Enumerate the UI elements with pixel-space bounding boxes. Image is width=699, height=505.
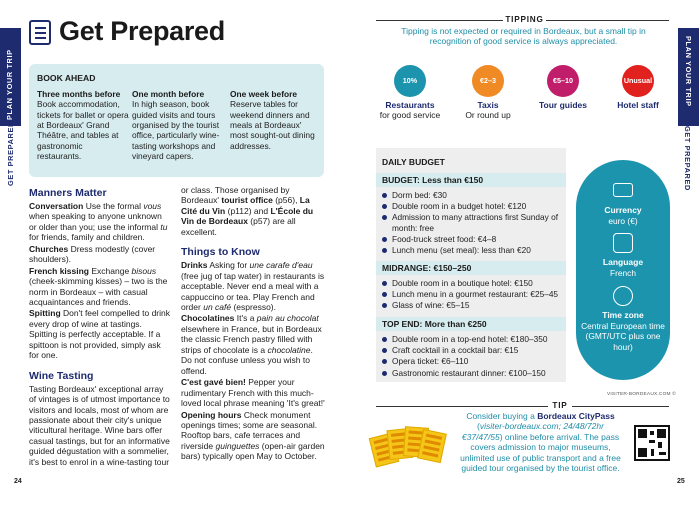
things-hours: Opening hours Check monument openings times; some are seasonal. Rooftop bars, cafe terraces and riverside guinguettes (open-air garden bars) typically open May to October. <box>181 409 325 462</box>
book-ahead-box <box>29 64 324 177</box>
essentials-pill <box>576 160 670 380</box>
plan-your-trip-tab-right <box>678 28 699 126</box>
book-ahead-col <box>132 89 228 161</box>
language-heading: Language <box>602 257 644 267</box>
budget-item: Food-truck street food: €4–8 <box>382 234 562 244</box>
budget-tier: BUDGET: Less than €150 <box>376 173 566 187</box>
plan-your-trip-label-right: PLAN YOUR TRIP <box>684 36 693 107</box>
wine-text-cont: or class. Those organised by Bordeaux' tourist office (p56), La Cité du Vin (p112) and L'École du Vin de Bordeaux (p57) are all excellent. <box>181 185 314 237</box>
divider <box>376 20 503 21</box>
tip-text: Consider buying a Bordeaux CityPass (visiter-bordeaux.com; 24/48/72hr €37/47/55) online before arrival. The pass covers admission to major museums, unlimited use of public transport and a free guided tour organised by the tourist office. <box>460 411 621 474</box>
budget-item: Craft cocktail in a cocktail bar: €15 <box>382 345 562 355</box>
speech-bubble-icon <box>613 233 633 253</box>
page-number-left: 24 <box>14 478 22 485</box>
wine-heading: Wine Tasting <box>29 369 94 382</box>
wine-text: Tasting Bordeaux' exceptional array of vintages is of utmost importance to visitors and locals, most of whom are passionate about their city's unique viticultural heritage. Wine bars offer casual tastings, but for an informative guided dégustation with a sommelier, it's best to enrol in a wine-tasting tour <box>29 383 170 467</box>
budget-tier: TOP END: More than €250 <box>376 317 566 331</box>
budget-item: Dorm bed: €30 <box>382 190 562 200</box>
get-prepared-label: GET PREPARED <box>6 121 15 186</box>
budget-item: Glass of wine: €5–15 <box>382 300 562 310</box>
book-ahead-heading: BOOK AHEAD <box>37 73 96 83</box>
tip-caption: Restaurants for good service <box>379 100 441 121</box>
divider <box>546 20 669 21</box>
tip-caption: Hotel staff <box>617 100 659 110</box>
book-ahead-col <box>230 89 320 151</box>
currency-heading: Currency <box>604 205 642 215</box>
citypass-cards-image <box>372 421 447 471</box>
budget-heading: DAILY BUDGET <box>382 157 445 167</box>
book-ahead-col-text: In high season, book guided visits and tours organised by the tourist office, particularly wine-tasting workshops and vineyard capers. <box>132 99 220 161</box>
budget-list <box>382 278 562 312</box>
budget-item: Admission to many attractions first Sunday of month: free <box>382 212 562 232</box>
divider <box>376 406 548 407</box>
manners-heading: Manners Matter <box>29 187 107 199</box>
checklist-icon <box>29 20 51 45</box>
banknote-icon <box>613 183 633 197</box>
things-heading: Things to Know <box>181 246 260 259</box>
book-ahead-col <box>37 89 129 161</box>
timezone-value: Central European time (GMT/UTC plus one hour) <box>581 321 665 352</box>
currency-value: euro (€) <box>608 216 638 226</box>
things-phrase: C'est gavé bien! Pepper your rudimentary French with this much-loved local phrase meaning 'It's great!' <box>181 377 325 409</box>
budget-tier: MIDRANGE: €150–250 <box>376 261 566 275</box>
plan-your-trip-label: PLAN YOUR TRIP <box>5 49 14 120</box>
left-column <box>29 187 171 468</box>
tip-heading: TIP <box>552 401 568 410</box>
timezone-heading: Time zone <box>602 310 644 320</box>
book-ahead-col-text: Reserve tables for weekend dinners and meals at Bordeaux' most sought-out dining addresses. <box>230 99 315 151</box>
budget-item: Lunch menu in a gourmet restaurant: €25–45 <box>382 289 562 299</box>
budget-item: Double room in a budget hotel: €120 <box>382 201 562 211</box>
book-ahead-col-head: One week before <box>230 89 298 99</box>
tipping-text: Tipping is not expected or required in Bordeaux, but a small tip in recognition of good service is always appreciated. <box>401 26 646 47</box>
page-title: Get Prepared <box>59 16 225 46</box>
daily-budget-box <box>376 148 566 382</box>
budget-item: Gastronomic restaurant dinner: €100–150 <box>382 368 562 378</box>
image-credit: VISITER-BORDEAUX.COM © <box>607 392 676 397</box>
get-prepared-label-right: GET PREPARED <box>683 126 692 191</box>
manners-conversation: Conversation Use the formal vous when speaking to anyone unknown or older than you; use the informal tu for friends, family and children. <box>29 200 168 243</box>
budget-list <box>382 190 562 256</box>
book-ahead-col-head: Three months before <box>37 89 121 99</box>
tip-badge: 10% <box>394 65 426 97</box>
language-value: French <box>609 268 637 278</box>
middle-column <box>181 185 326 463</box>
budget-item: Double room in a top-end hotel: €180–350 <box>382 334 562 344</box>
tip-caption: Taxis Or round up <box>465 100 511 121</box>
book-ahead-col-text: Book accommodation, tickets for ballet or opera at Bordeaux' Grand Théâtre, and tables at gastronomic restaurants. <box>37 99 129 161</box>
globe-icon <box>613 286 633 306</box>
budget-item: Lunch menu (set meal): less than €20 <box>382 245 562 255</box>
page-number-right: 25 <box>677 478 685 485</box>
tip-badge: €2–3 <box>472 65 504 97</box>
tip-badge: Unusual <box>622 65 654 97</box>
tip-caption: Tour guides <box>538 100 587 110</box>
manners-spitting: Spitting Don't feel compelled to drink every drop of wine at tastings. Spitting is perfectly acceptable. If a spittoon is not provided, simply ask for one. <box>29 308 170 361</box>
manners-churches: Churches Dress modestly (cover shoulders). <box>29 243 156 265</box>
budget-list <box>382 334 562 379</box>
plan-your-trip-tab-left <box>0 28 21 126</box>
tip-badge: €5–10 <box>547 65 579 97</box>
budget-item: Opera ticket: €6–110 <box>382 356 562 366</box>
budget-item: Double room in a boutique hotel: €150 <box>382 278 562 288</box>
book-ahead-col-head: One month before <box>132 89 205 99</box>
qr-code[interactable] <box>634 425 670 461</box>
manners-kissing: French kissing Exchange bisous (cheek-skimming kisses) – two is the norm in Bordeaux – with casual acquaintances and friends. <box>29 265 168 307</box>
things-chocolatines: Chocolatines It's a pain au chocolat elsewhere in France, but in Bordeaux the classic French pastry filled with strips of chocolate is a chocolatine. Do not confuse unless you wish to offend. <box>181 313 322 376</box>
tipping-heading: TIPPING <box>505 15 544 24</box>
things-drinks: Drinks Asking for une carafe d'eau (free jug of tap water) in restaurants is acceptable. Never end a meal with a cappuccino or tea. Play French and order un café (espresso). <box>181 260 325 312</box>
divider <box>572 406 669 407</box>
